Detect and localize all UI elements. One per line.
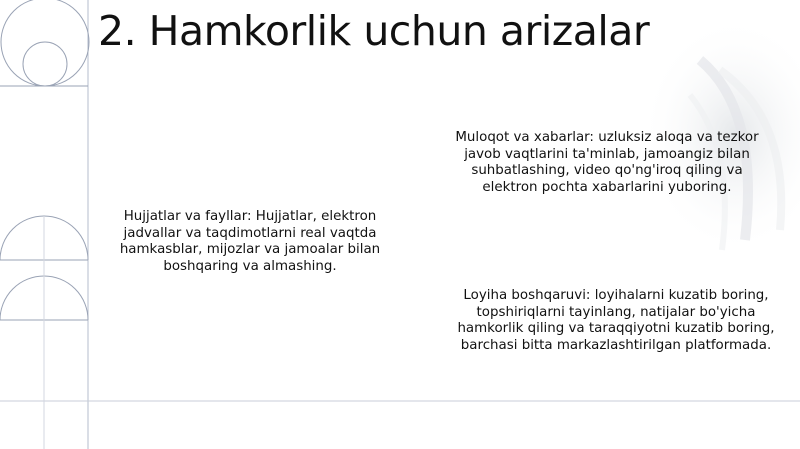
circle-ornament	[0, 0, 89, 86]
project-management-text-block: Loyiha boshqaruvi: loyihalarni kuzatib boring, topshiriqlarni tayinlang, natijalar bo'yicha hamkorlik qiling va taraqqiyotni kuzatib boring, barchasi bitta markazlashtirilgan platformada.	[457, 288, 775, 353]
slide-title: 2. Hamkorlik uchun arizalar	[98, 7, 650, 55]
arch-ornament	[0, 216, 88, 449]
communication-text-block: Muloqot va xabarlar: uzluksiz aloqa va tezkor javob vaqtlarini ta'minlab, jamoangiz bilan suhbatlashing, video qo'ng'iroq qiling va elektron pochta xabarlarini yuboring.	[455, 130, 759, 195]
documents-text-block: Hujjatlar va fayllar: Hujjatlar, elektron jadvallar va taqdimotlarni real vaqtda hamkasblar, mijozlar va jamoalar bilan boshqaring va almashing.	[119, 209, 381, 274]
